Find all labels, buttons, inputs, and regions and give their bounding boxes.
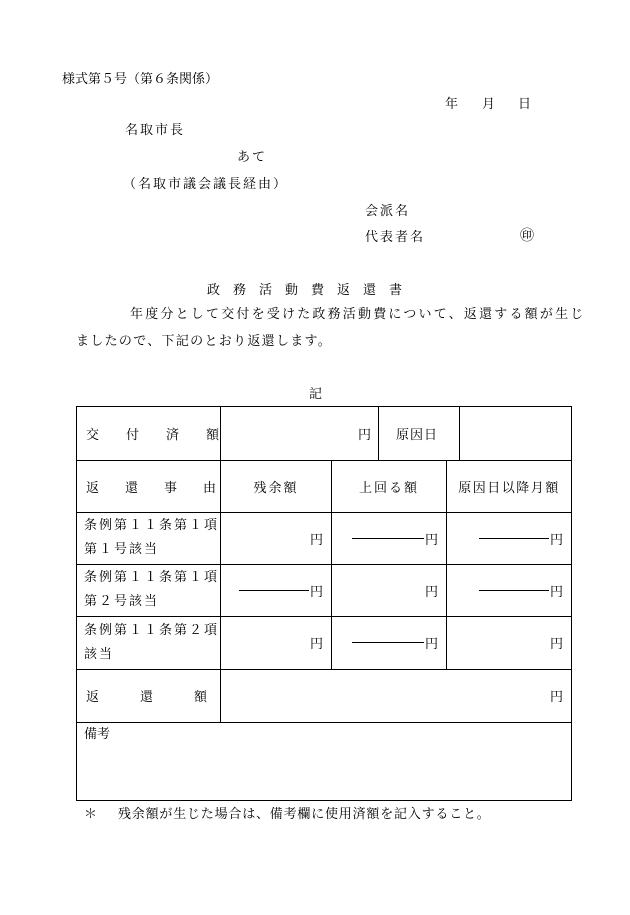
koufu-label: 交付済額 [86, 427, 247, 443]
row3-getsugaku[interactable]: 円 [549, 637, 563, 652]
body-text-line1: 年度分として交付を受けた政務活動費について、返還する額が生じ [130, 307, 586, 322]
addressee: 名取市長 [125, 123, 186, 138]
representative-label: 代表者名 [365, 230, 426, 245]
row2-uwamawaru[interactable]: 円 [424, 584, 438, 600]
via-text: （名取市議会議長経由） [123, 177, 289, 192]
table-row-label: 条例第１１条第１項 第２号該当 [84, 570, 220, 609]
ate-text: あて [237, 150, 268, 165]
bikou-field[interactable] [110, 723, 570, 799]
footnote-text: 残余額が生じた場合は、備考欄に使用済額を記入すること。 [118, 807, 491, 822]
col-zanyo: 残余額 [253, 480, 299, 496]
faction-label: 会派名 [365, 204, 411, 219]
col-getsugaku: 原因日以降月額 [458, 480, 560, 496]
row1-getsugaku: 円 [447, 512, 563, 564]
form-number: 様式第５号（第６条関係） [62, 72, 219, 87]
row2-getsugaku: 円 [447, 564, 563, 616]
row1-zanyo[interactable]: 円 [309, 532, 323, 548]
row3-uwamawaru: 円 [332, 616, 438, 669]
koufu-yen: 円 [357, 427, 371, 443]
genin-label: 原因日 [396, 427, 439, 443]
genin-date-cell[interactable] [460, 406, 571, 460]
document-title: 政務活動費返還書 [207, 283, 416, 298]
date-year: 年 [445, 97, 459, 112]
ki-label: 記 [309, 387, 323, 402]
table-row-label: 条例第１１条第２項 該当 [84, 622, 220, 662]
row3-zanyo[interactable]: 円 [309, 637, 323, 652]
col-uwamawaru: 上回る額 [358, 480, 419, 496]
date-month: 月 [482, 97, 496, 112]
footnote-mark: ＊ [84, 807, 98, 822]
seal-mark: ㊞ [520, 228, 534, 244]
row2-zanyo: 円 [221, 564, 323, 616]
table-row-label: 条例第１１条第１項 第１号該当 [84, 518, 220, 557]
bikou-label: 備考 [84, 727, 111, 742]
henkan-jiyu-label: 返還事由 [86, 480, 243, 496]
body-text-line2: ましたので、下記のとおり返還します。 [76, 334, 333, 349]
henkan-gaku-label: 返還額 [86, 690, 249, 705]
date-day: 日 [518, 97, 532, 112]
row1-uwamawaru: 円 [332, 512, 438, 564]
henkan-gaku-yen[interactable]: 円 [549, 690, 563, 705]
